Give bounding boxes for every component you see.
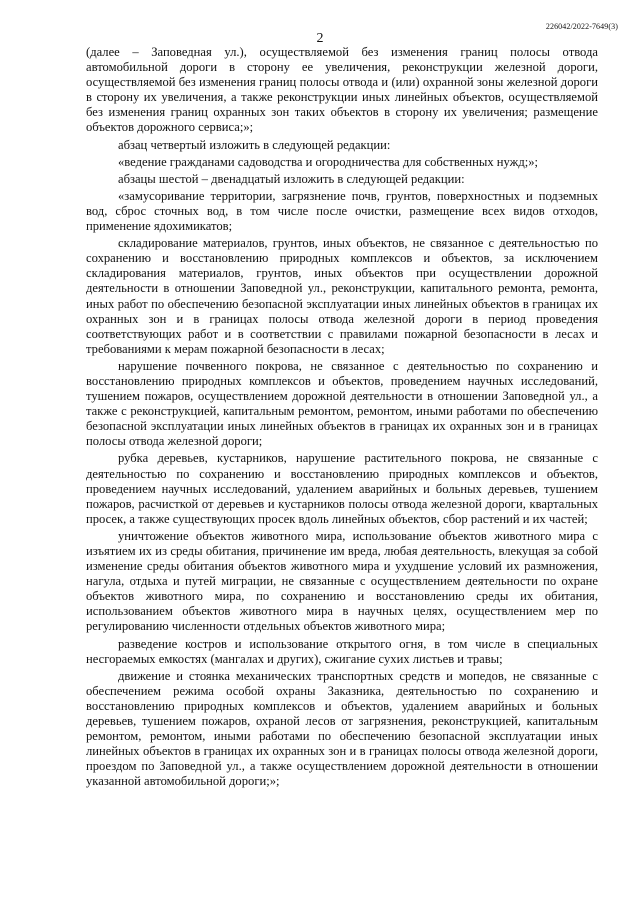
paragraph-amendment-6-12: абзацы шестой – двенадцатый изложить в следующей редакции: bbox=[118, 171, 465, 186]
paragraph-littering: «замусоривание территории, загрязнение почв, грунтов, поверхностных и подземных вод, сброс сточных вод, в том числе после очистки, размещение всех видов отходов, применение ядохимикатов; bbox=[86, 188, 598, 234]
document-id: 226042/2022-7649(3) bbox=[545, 22, 618, 31]
paragraph-storage: складирование материалов, грунтов, иных объектов, не связанное с деятельностью по сохранению и восстановлению природных комплексов и объектов, за исключением складирования материалов, грунтов, иных объектов при осуществлении дорожной деятельности в отношении Заповедной ул., реконструкции, капитального ремонта, ремонта, иных работ по обеспечению безопасной эксплуатации иных линейных объектов в границах их охранных зон и в границах полосы отвода железной дороги в период проведения соответствующих работ и в соответствии с правилами пожарной безопасности в лесах и требованиями к мерам пожарной безопасности в лесах; bbox=[86, 236, 598, 356]
document-body bbox=[86, 45, 598, 792]
paragraph-vehicles: движение и стоянка механических транспортных средств и мопедов, не связанные с обеспечением режима особой охраны Заказника, деятельностью по сохранению и восстановлению природных комплексов и объектов, удалением аварийных и больных деревьев, тушением пожаров, охраной лесов от загрязнения, реконструкцией, капитальным ремонтом, ремонтом, иными работами по обеспечению безопасной эксплуатации иных линейных объектов в границах их охранных зон и в границах полосы отвода железной дороги, проездом по Заповедной ул., а также осуществлением дорожной деятельности в отношении указанной автомобильной дороги;»; bbox=[86, 668, 598, 789]
paragraph-amendment-4: абзац четвертый изложить в следующей редакции: bbox=[118, 137, 391, 152]
paragraph-tree-felling: рубка деревьев, кустарников, нарушение растительного покрова, не связанные с деятельностью по сохранению и восстановлению природных комплексов и объектов, проведением научных исследований, удалением аварийных и больных деревьев, тушением пожаров, расчисткой от деревьев и кустарников полосы отвода железной дороги, квартальных просек, а также существующих просек вдоль линейных объектов, сбор растений и их частей; bbox=[86, 451, 598, 526]
page-number: 2 bbox=[316, 31, 324, 46]
paragraph-continuation: (далее – Заповедная ул.), осуществляемой без изменения границ полосы отвода автомобильной дороги в сторону ее увеличения, реконструкции железной дороги, осуществляемой без изменения границ полосы отвода и (или) охранной зоны железной дороги в сторону их увеличения, а также реконструкции иных линейных объектов, осуществляемой без изменения границ охранных зон таких объектов в сторону их увеличения; размещение объектов дорожного сервиса;»; bbox=[86, 45, 598, 135]
paragraph-wildlife: уничтожение объектов животного мира, использование объектов животного мира с изъятием их из среды обитания, причинение им вреда, любая деятельность, влекущая за собой изменение среды обитания объектов животного мира и ухудшение условий их размножения, нагула, отдыха и путей миграции, не связанные с осуществлением деятельности по охране объектов животного мира, по сохранению и восстановлению среды их обитания, использованием объектов животного мира в научных целях, осуществлением мер по регулированию численности отдельных объектов животного мира; bbox=[86, 528, 598, 634]
paragraph-fires: разведение костров и использование открытого огня, в том числе в специальных несгораемых емкостях (мангалах и других), сжигание сухих листьев и травы; bbox=[86, 636, 598, 666]
paragraph-gardening: «ведение гражданами садоводства и огородничества для собственных нужд;»; bbox=[118, 154, 539, 169]
paragraph-soil-disturbance: нарушение почвенного покрова, не связанное с деятельностью по сохранению и восстановлению природных комплексов и объектов, проведением научных исследований, тушением пожаров, осуществлением дорожной деятельности в отношении Заповедной ул., а также с реконструкцией, капитальным ремонтом, ремонтом, иными работами по обеспечению безопасной эксплуатации иных линейных объектов в границах их охранных зон и в границах полосы отвода железной дороги; bbox=[86, 358, 598, 449]
